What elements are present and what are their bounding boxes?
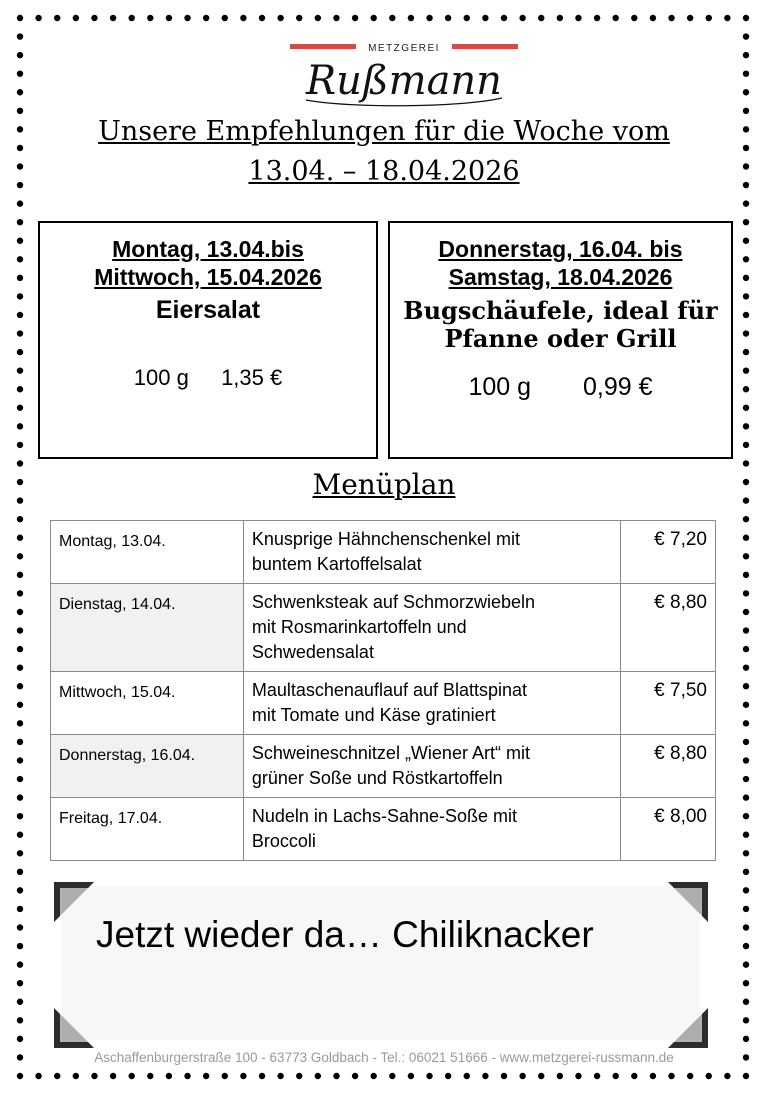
menu-price: € 8,80 xyxy=(620,584,715,672)
offer-box-2 xyxy=(388,221,733,459)
offer-2-product-line2: Pfanne oder Grill xyxy=(444,324,677,353)
menu-dish-line: Maultaschenauflauf auf Blattspinat xyxy=(251,680,528,700)
menu-day: Mittwoch, 15.04. xyxy=(51,672,244,735)
photo-corner-bottom-left-icon xyxy=(54,1008,94,1048)
menu-dish xyxy=(243,521,620,584)
menu-day: Dienstag, 14.04. xyxy=(51,584,244,672)
logo-top-text: METZGEREI xyxy=(368,43,440,54)
menu-day: Freitag, 17.04. xyxy=(51,798,244,861)
promo-text: Jetzt wieder da… Chiliknacker xyxy=(96,914,594,955)
menu-price: € 7,20 xyxy=(620,521,715,584)
menu-dish-line: mit Tomate und Käse gratiniert xyxy=(251,705,496,725)
offer-1-price: 1,35 € xyxy=(221,365,283,390)
menu-dish-line: Schwenksteak auf Schmorzwiebeln xyxy=(251,592,535,612)
promo-frame xyxy=(54,882,708,1048)
menu-dish-line: Knusprige Hähnchenschenkel mit xyxy=(251,529,521,549)
offer-1-price-row xyxy=(40,365,376,391)
logo-name: Rußmann xyxy=(306,58,502,104)
offer-2-period-line1: Donnerstag, 16.04. bis xyxy=(438,236,683,262)
menu-dish-line: Broccoli xyxy=(251,831,316,851)
menu-dish-line: grüner Soße und Röstkartoffeln xyxy=(251,768,503,788)
menu-price: € 8,80 xyxy=(620,735,715,798)
offer-2-price-row xyxy=(390,373,731,402)
menu-dish xyxy=(243,735,620,798)
offer-1-period-line2: Mittwoch, 15.04.2026 xyxy=(94,264,322,290)
menu-price: € 8,00 xyxy=(620,798,715,861)
menu-dish-line: mit Rosmarinkartoffeln und xyxy=(251,617,467,637)
menu-row xyxy=(51,672,716,735)
menu-row xyxy=(51,798,716,861)
footer-address: Aschaffenburgerstraße 100 - 63773 Goldbach - Tel.: 06021 51666 - www.metzgerei-russmann.de xyxy=(94,1050,674,1065)
photo-corner-top-left-icon xyxy=(54,882,94,922)
menu-row xyxy=(51,584,716,672)
menu-dish xyxy=(243,672,620,735)
menu-price: € 7,50 xyxy=(620,672,715,735)
menu-dish-line: Schweineschnitzel „Wiener Art“ mit xyxy=(251,743,530,763)
menu-day: Montag, 13.04. xyxy=(51,521,244,584)
photo-corner-bottom-right-icon xyxy=(668,1008,708,1048)
logo xyxy=(288,38,520,110)
menu-dish-line: buntem Kartoffelsalat xyxy=(251,554,422,574)
menu-day: Donnerstag, 16.04. xyxy=(51,735,244,798)
offer-1-product: Eiersalat xyxy=(155,296,261,324)
menu-row xyxy=(51,735,716,798)
offer-1-period-line1: Montag, 13.04.bis xyxy=(112,236,304,262)
menu-dish xyxy=(243,798,620,861)
offer-2-period-line2: Samstag, 18.04.2026 xyxy=(448,264,673,290)
offer-2-price: 0,99 € xyxy=(582,373,653,401)
menu-table xyxy=(50,520,716,861)
menu-dish-line: Nudeln in Lachs-Sahne-Soße mit xyxy=(251,806,517,826)
offer-2-amount: 100 g xyxy=(468,373,532,401)
menu-row xyxy=(51,521,716,584)
photo-corner-top-right-icon xyxy=(668,882,708,922)
offer-box-1 xyxy=(38,221,378,459)
menu-dish xyxy=(243,584,620,672)
offer-2-product-line1: Bugschäufele, ideal für xyxy=(403,296,718,325)
menu-title: Menüplan xyxy=(312,468,456,501)
offer-1-amount: 100 g xyxy=(133,365,189,390)
page-title-line2: 13.04. – 18.04.2026 xyxy=(248,156,520,187)
menu-dish-line: Schwedensalat xyxy=(251,642,374,662)
page-title-line1: Unsere Empfehlungen für die Woche vom xyxy=(98,116,670,147)
